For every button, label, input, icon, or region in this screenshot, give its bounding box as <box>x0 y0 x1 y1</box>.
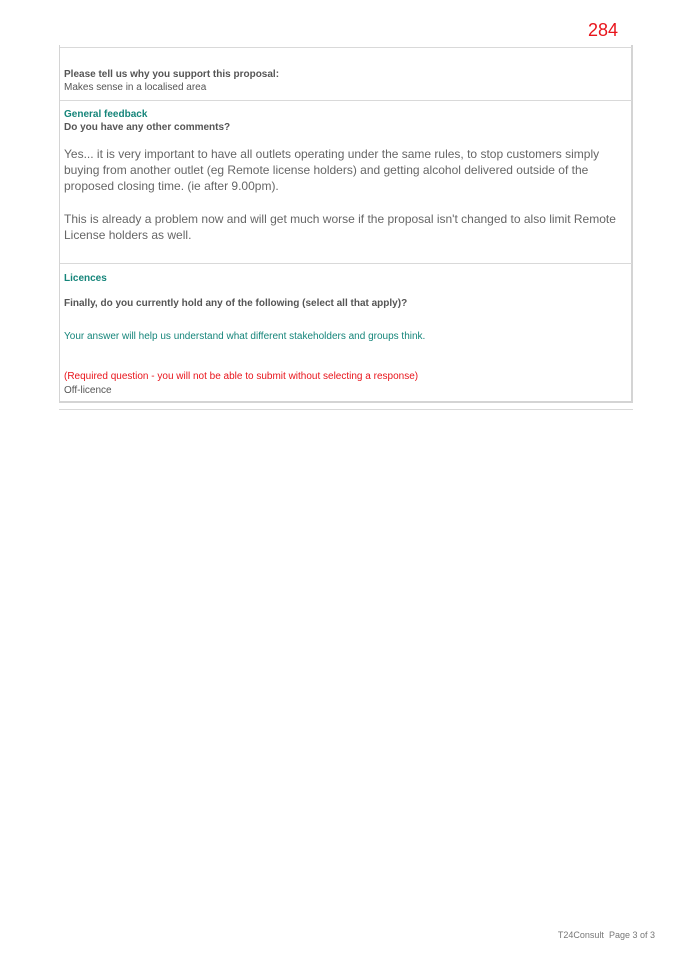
licences-title-block <box>64 272 107 285</box>
general-feedback-answer-paragraph: Yes... it is very important to have all outlets operating under the same rules, to stop customers simply buying from another outlet (eg Remote license holders) and getting alcohol delivered outside of the proposed closing time. (ie after 9.00pm). <box>64 147 600 193</box>
licences-question-block <box>64 297 407 310</box>
response-panel <box>59 45 633 403</box>
divider <box>60 263 632 264</box>
panel-top-divider <box>60 47 632 48</box>
support-question-block <box>64 68 279 94</box>
required-question-note: (Required question - you will not be able to submit without selecting a response) <box>64 371 419 382</box>
page-footer <box>558 930 655 940</box>
licences-title: Licences <box>64 273 107 284</box>
support-question-label: Please tell us why you support this proposal: <box>64 69 280 80</box>
footer-brand: T24Consult <box>557 930 604 940</box>
bottom-divider <box>59 409 633 410</box>
licences-helper-text: Your answer will help us understand what different stakeholders and groups think. <box>64 331 426 342</box>
licences-answer: Off-licence <box>64 385 112 396</box>
general-feedback-answer-paragraph: This is already a problem now and will get much worse if the proposal isn't changed to also limit Remote License holders as well. <box>64 212 616 242</box>
general-feedback-question: Do you have any other comments? <box>64 122 231 133</box>
general-feedback-block <box>64 108 230 134</box>
general-feedback-title: General feedback <box>64 109 148 120</box>
page-number: 284 <box>587 20 618 40</box>
licences-question: Finally, do you currently hold any of the following (select all that apply)? <box>64 298 408 309</box>
licences-answer-block <box>64 384 112 397</box>
divider <box>60 100 632 101</box>
footer-page-label: Page 3 of 3 <box>608 930 655 940</box>
support-answer: Makes sense in a localised area <box>64 82 207 93</box>
